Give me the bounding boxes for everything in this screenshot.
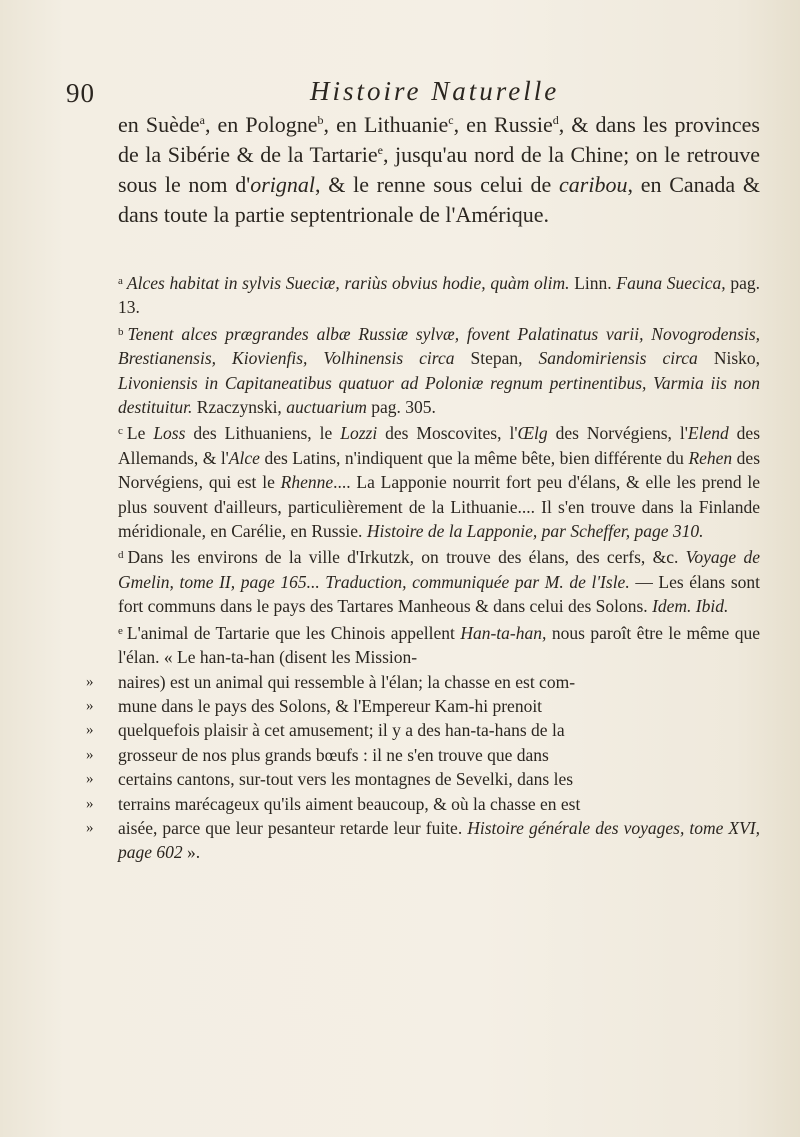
footnote-e: $^e$ L'animal de Tartarie que les Chinois appellent Han-ta-han, nous paroît être le même que l'élan. « Le han-ta-han (disent les Mission-: [118, 622, 760, 668]
quote-line: » certains cantons, sur-tout vers les montagnes de Sevelki, dans les: [118, 767, 760, 791]
main-paragraph: en Suède$^a$, en Pologne$^b$, en Lithuanie$^c$, en Russie$^d$, & dans les provinces de la Sibérie & de la Tartarie$^e$, jusqu'au nord de la Chine; on le retrouve sous le nom d'orignal, & le renne sous celui de caribou, en Canada & dans toute la partie septentrionale de l'Amérique.: [118, 112, 760, 227]
footnote-ref-c: c: [448, 113, 454, 127]
footnote-a: $^a$ Alces habitat in sylvis Sueciæ, rariùs obvius hodie, quàm olim. Linn. Fauna Suecica, pag. 13.: [118, 273, 760, 318]
quote-line: » mune dans le pays des Solons, & l'Empereur Kam-hi prenoit: [118, 694, 760, 718]
quote-marker: »: [86, 795, 94, 812]
quote-marker: »: [86, 771, 94, 788]
footnote-ref-d: d: [552, 113, 559, 127]
page-number: 90: [66, 78, 95, 108]
quote-line: » quelquefois plaisir à cet amusement; il y a des han-ta-hans de la: [118, 718, 760, 742]
quote-line: » grosseur de nos plus grands bœufs : il ne s'en trouve que dans: [118, 743, 760, 767]
quote-marker: »: [86, 697, 94, 714]
footnote-d: $^d$ Dans les environs de la ville d'Irkutzk, on trouve des élans, des cerfs, &c. Voyage de Gmelin, tome II, page 165... Traduction, communiquée par M. de l'Isle. — Les élans sont fort communs dans le pays des Tartares Manheous & dans celui des Solons. Idem. Ibid.: [118, 547, 761, 617]
footnotes: [86, 269, 761, 865]
quote-marker: »: [86, 746, 94, 763]
quote-line: » naires) est un animal qui ressemble à l'élan; la chasse en est com-: [118, 670, 760, 694]
footnote-ref-a: a: [199, 113, 205, 127]
quote-line: » terrains marécageux qu'ils aiment beaucoup, & où la chasse en est: [118, 792, 760, 816]
quote-line: » aisée, parce que leur pesanteur retarde leur fuite. Histoire générale des voyages, tome XVI, page 602 ».: [86, 817, 760, 863]
quote-marker: »: [86, 673, 94, 690]
footnote-b: $^b$ Tenent alces prægrandes albæ Russiæ sylvæ, fovent Palatinatus varii, Novogrodensis, Brestianensis, Kiovienfis, Volhinensis circa Stepan, Sandomiriensis circa Nisko, Livoniensis in Capitaneatibus quatuor ad Poloniæ regnum pertinentibus, Varmia iis non destituitur. Rzaczynski, auctuarium pag. 305.: [118, 323, 761, 418]
page-header: [66, 70, 706, 108]
running-title: Histoire Naturelle: [310, 76, 560, 106]
footnote-ref-e: e: [377, 143, 383, 157]
footnote-ref-b: b: [317, 113, 324, 127]
footnote-c: $^c$ Le Loss des Lithuaniens, le Lozzi des Moscovites, l'Œlg des Norvégiens, l'Elend des Allemands, & l'Alce des Latins, n'indiquent que la même bête, bien différente du Rehen des Norvégiens, qui est le Rhenne.... La Lapponie nourrit fort peu d'élans, & elle les prend le plus souvent d'ailleurs, particulièrement de la Lithuanie.... Il s'en trouve dans la Finlande méridionale, en Carélie, en Russie. Histoire de la Lapponie, par Scheffer, page 310.: [118, 423, 761, 542]
quote-marker: »: [86, 722, 94, 739]
main-text: [118, 110, 760, 230]
quote-marker: »: [86, 819, 94, 836]
